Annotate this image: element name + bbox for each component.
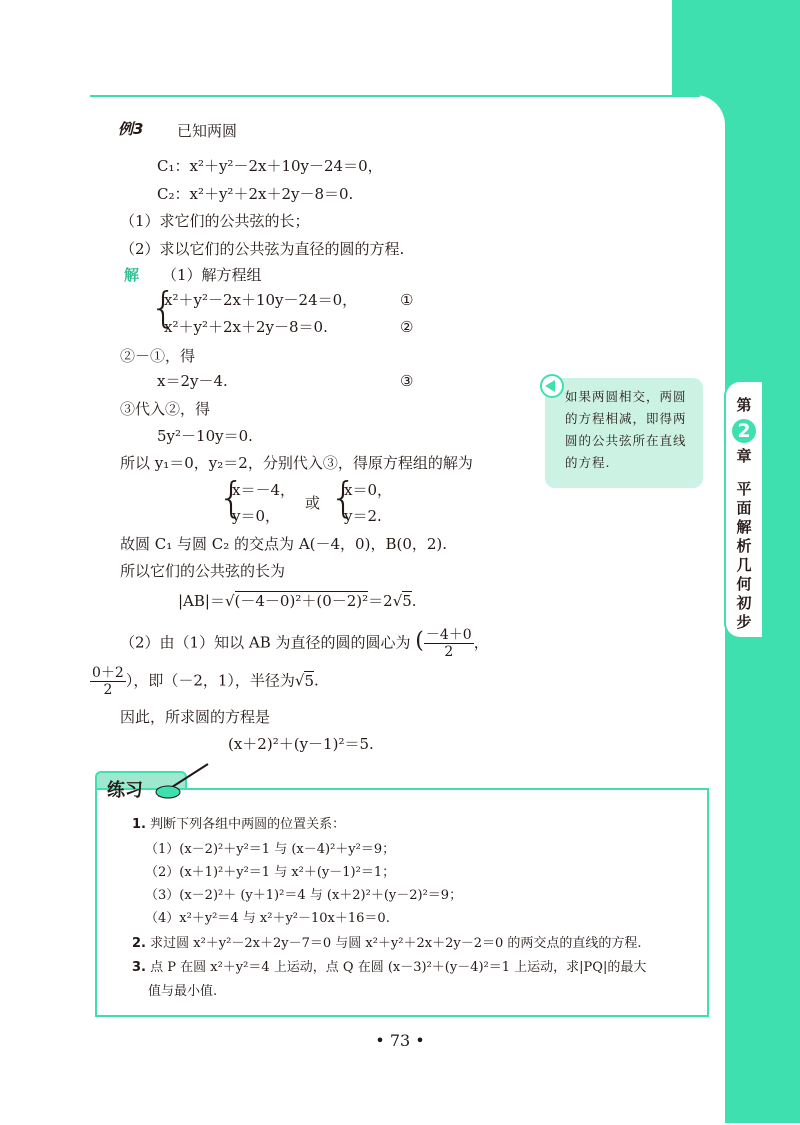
solutions-intro: 所以 y₁＝0，y₂＝2，分别代入③，得原方程组的解为	[120, 454, 473, 472]
exercise-text: 点 P 在圆 x²＋y²＝4 上运动，点 Q 在圆 (x－3)²＋(y－4)²＝1 上运动，求|PQ|的最大	[150, 960, 647, 975]
exercise-num: 3.	[132, 960, 146, 975]
part2-rest: ），即（－2，1），半径为	[125, 671, 295, 690]
exercise-continuation: 值与最小值.	[148, 984, 218, 999]
chord-intro: 所以它们的公共弦的长为	[120, 562, 286, 580]
page-number: • 73 •	[375, 1031, 425, 1050]
solution1-y: y＝0，	[232, 507, 281, 525]
part2-continued	[90, 665, 319, 698]
solution-step1: （1）解方程组	[162, 266, 262, 284]
radius-radicand: 5	[304, 671, 315, 690]
system-eq1: x²＋y²－2x＋10y－24＝0，	[164, 291, 358, 309]
chapter-title-char: 平	[736, 480, 752, 498]
chapter-title-char: 几	[736, 556, 752, 574]
chord-rhs-radicand: 5	[402, 592, 412, 610]
chapter-title-char: 析	[736, 537, 752, 555]
exercise-text: 判断下列各组中两圆的位置关系：	[150, 817, 346, 832]
exercise-num: 1.	[132, 817, 146, 832]
example-number: 例3	[118, 120, 144, 138]
solution1-x: x＝－4，	[232, 481, 296, 499]
exercise-num: 2.	[132, 936, 146, 951]
sqrt-sign: √	[224, 592, 235, 610]
speech-arrow-icon	[535, 374, 569, 398]
frac1-numerator: －4＋0	[425, 627, 472, 643]
exercise-title: 练习	[107, 780, 143, 801]
final-equation: (x＋2)²＋(y－1)²＝5.	[228, 735, 374, 753]
frac2-denominator: 2	[103, 682, 113, 698]
circle-c2: C₂：x²＋y²＋2x＋2y－8＝0.	[157, 185, 354, 203]
chord-radicand: (－4－0)²＋(0－2)²	[234, 592, 369, 610]
exercise-item	[132, 815, 345, 835]
eq2-mark: ②	[400, 318, 414, 336]
exercise-subitem: （4）x²＋y²＝4 与 x²＋y²－10x＋16＝0.	[145, 911, 390, 926]
center-x-fraction	[424, 627, 474, 660]
radius-end: .	[314, 671, 319, 690]
chord-length-formula	[178, 590, 417, 612]
question-2: （2）求以它们的公共弦为直径的圆的方程.	[120, 240, 405, 258]
pen-icon	[150, 760, 212, 802]
substitute-step: ③代入②，得	[120, 400, 211, 418]
center-y-fraction	[90, 665, 126, 698]
or-word: 或	[305, 494, 321, 512]
system-eq2: x²＋y²＋2x＋2y－8＝0.	[164, 318, 328, 336]
eq3: x＝2y－4.	[157, 372, 228, 390]
chapter-title-char: 面	[736, 499, 752, 517]
chapter-number: 2	[732, 419, 756, 443]
top-rule	[90, 95, 700, 97]
chapter-title-char: 初	[736, 594, 752, 612]
chapter-title-char: 步	[736, 613, 752, 631]
exercise-subitem: （3）(x－2)²＋ (y＋1)²＝4 与 (x＋2)²＋(y－2)²＝9；	[145, 888, 463, 903]
chapter-prefix: 第	[736, 396, 752, 414]
chord-end: .	[411, 592, 417, 610]
part2-text: （2）由（1）知以 AB 为直径的圆的圆心为	[120, 633, 411, 652]
solution-label: 解	[124, 266, 140, 284]
example-intro: 已知两圆	[177, 122, 238, 140]
sqrt-sign: √	[392, 592, 403, 610]
exercise-subitem: （2）(x＋1)²＋y²＝1 与 x²＋(y－1)²＝1；	[145, 865, 396, 880]
subtract-step: ②－①，得	[120, 347, 196, 365]
chord-lhs: |AB|＝	[178, 592, 225, 610]
chapter-title-char: 何	[736, 575, 752, 593]
eq3-mark: ③	[400, 372, 414, 390]
frac2-numerator: 0＋2	[92, 665, 124, 681]
chapter-title-char: 解	[736, 518, 752, 536]
therefore-line: 因此，所求圆的方程是	[120, 708, 271, 726]
exercise-text: 求过圆 x²＋y²－2x＋2y－7＝0 与圆 x²＋y²＋2x＋2y－2＝0 的两交点的直线的方程.	[150, 936, 642, 951]
chord-rhs: ＝2	[368, 592, 393, 610]
part2-intro: （2）由（1）知以 AB 为直径的圆的圆心为 ( $\frac{-4+0}{2}$ ，	[120, 627, 489, 660]
sqrt-sign: √	[294, 671, 305, 690]
circle-c1: C₁：x²＋y²－2x＋10y－24＝0，	[157, 157, 383, 175]
open-paren: (	[415, 628, 424, 654]
exercise-subitem: （1）(x－2)²＋y²＝1 与 (x－4)²＋y²＝9；	[145, 842, 396, 857]
side-note-text: 如果两圆相交，两圆的方程相减，即得两圆的公共弦所在直线的方程.	[565, 389, 687, 470]
example-label	[118, 118, 143, 139]
eq1-mark: ①	[400, 291, 414, 309]
chapter-tab	[724, 380, 762, 639]
solution2-brace: {	[330, 473, 357, 522]
question-1: （1）求它们的公共弦的长；	[120, 212, 310, 230]
intersection-points: 故圆 C₁ 与圆 C₂ 的交点为 A(－4，0)，B(0，2).	[120, 535, 448, 553]
solution1-brace: {	[218, 473, 245, 522]
eq4: 5y²－10y＝0.	[157, 427, 253, 445]
frac1-denominator: 2	[444, 644, 454, 660]
chapter-suffix: 章	[736, 447, 752, 465]
solution2-y: y＝2.	[344, 507, 382, 525]
exercise-item	[132, 934, 642, 954]
chapter-number-badge	[726, 419, 762, 443]
solution2-x: x＝0，	[344, 481, 393, 499]
exercise-item	[132, 958, 646, 978]
system-brace: {	[150, 283, 177, 332]
side-note	[545, 378, 703, 488]
